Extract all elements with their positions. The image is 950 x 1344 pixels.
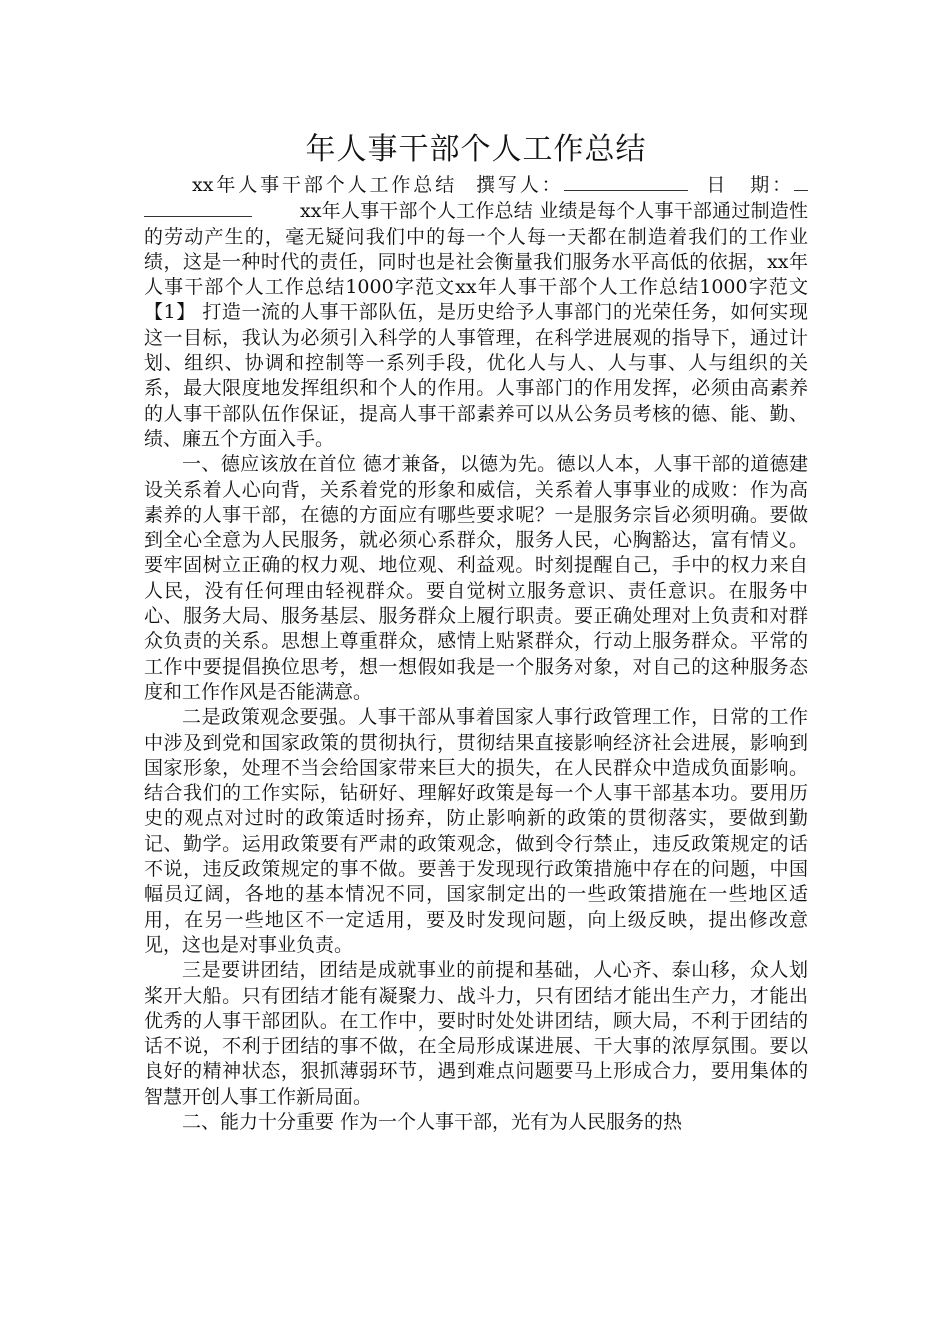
- paragraph-virtue: 一、德应该放在首位 德才兼备，以德为先。德以人本，人事干部的道德建设关系着人心向背，关系着党的形象和威信，关系着人事事业的成败：作为高素养的人事干部，在德的方面应有哪些要求呢？一是服务宗旨必须明确。要做到全心全意为人民服务，就必须心系群众，服务人民，心胸豁达，富有情义。要牢固树立正确的权力观、地位观、利益观。时刻提醒自己，手中的权力来自人民，没有任何理由轻视群众。要自觉树立服务意识、责任意识。在服务中心、服务大局、服务基层、服务群众上履行职责。要正确处理对上负责和对群众负责的关系。思想上尊重群众，感情上贴紧群众，行动上服务群众。平常的工作中要提倡换位思考，想一想假如我是一个服务对象，对自己的这种服务态度和工作作风是否能满意。: [144, 453, 808, 703]
- writer-blank: [564, 172, 688, 191]
- paragraph-ability: 二、能力十分重要 作为一个人事干部，光有为人民服务的热: [182, 1110, 683, 1133]
- date-label: 日 期：: [703, 174, 794, 196]
- header-line: xx年人事干部个人工作总结: [192, 174, 458, 196]
- document-page: [144, 128, 808, 1135]
- paragraph-policy: 二是政策观念要强。人事干部从事着国家人事行政管理工作，日常的工作中涉及到党和国家政策的贯彻执行，贯彻结果直接影响经济社会进展，影响到国家形象，处理不当会给国家带来巨大的损失，在人民群众中造成负面影响。结合我们的工作实际，钻研好、理解好政策是每一个人事干部基本功。要用历史的观点对过时的政策适时扬弃，防止影响新的政策的贯彻落实，要做到勤记、勤学。运用政策要有严肃的政策观念，做到令行禁止，违反政策规定的话不说，违反政策规定的事不做。要善于发现现行政策措施中存在的问题，中国幅员辽阔，各地的基本情况不同，国家制定出的一些政策措施在一些地区适用，在另一些地区不一定适用，要及时发现问题，向上级反映，提出修改意见，这也是对事业负责。: [144, 706, 808, 956]
- date-blank-continued: [144, 198, 252, 217]
- paragraph-unity: 三是要讲团结，团结是成就事业的前提和基础，人心齐、泰山移，众人划桨开大船。只有团结才能有凝聚力、战斗力，只有团结才能出生产力，才能出优秀的人事干部团队。在工作中，要时时处处讲团结，顾大局，不利于团结的话不说，不利于团结的事不做，在全局形成谋进展、干大事的浓厚氛围。要以良好的精神状态，狠抓薄弱环节，遇到难点问题要马上形成合力，要用集体的智慧开创人事工作新局面。: [144, 959, 808, 1108]
- writer-label: 撰写人：: [473, 174, 564, 196]
- document-body: [144, 172, 808, 1135]
- intro-paragraph: xx年人事干部个人工作总结 业绩是每个人事干部通过制造性的劳动产生的，毫无疑问我们中的每一个人每一天都在制造着我们的工作业绩，这是一种时代的责任，同时也是社会衡量我们服务水平高低的依据，xx年人事干部个人工作总结1000字范文xx年人事干部个人工作总结1000字范文【1】 打造一流的人事干部队伍，是历史给予人事部门的光荣任务，如何实现这一目标，我认为必须引入科学的人事管理，在科学进展观的指导下，通过计划、组织、协调和控制等一系列手段，优化人与人、人与事、人与组织的关系，最大限度地发挥组织和个人的作用。人事部门的作用发挥，必须由高素养的人事干部队伍作保证，提高人事干部素养可以从公务员考核的德、能、勤、绩、廉五个方面入手。: [144, 200, 808, 450]
- date-blank: [794, 172, 808, 191]
- document-title: 年人事干部个人工作总结: [305, 132, 647, 167]
- header-paragraph: [144, 172, 808, 452]
